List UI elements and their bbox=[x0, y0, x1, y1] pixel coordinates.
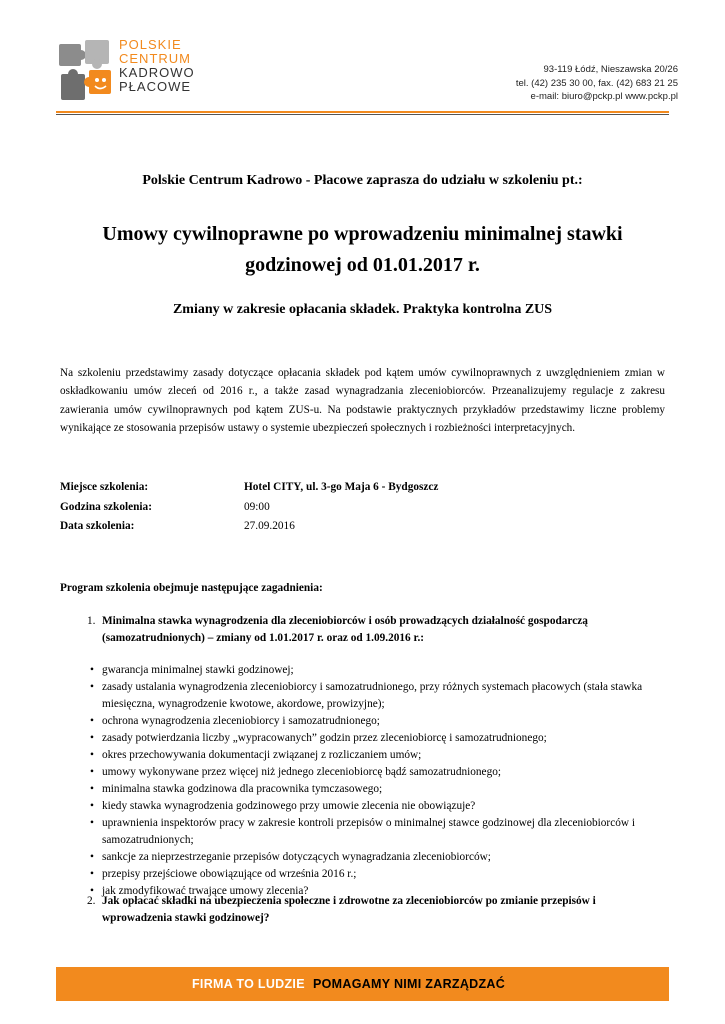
program-item-1-text: Minimalna stawka wynagrodzenia dla zleceniobiorców i osób prowadzących działalność gospodarczą (samozatrudnionych) – zmiany od 1.01.2017 r. oraz od 1.09.2016 r.: bbox=[102, 615, 588, 644]
invitation-text: Polskie Centrum Kadrowo - Płacowe zaprasza do udziału w szkoleniu pt.: bbox=[142, 173, 583, 188]
contact-phones: tel. (42) 235 30 00, fax. (42) 683 21 25 bbox=[515, 77, 678, 89]
list-item: • uprawnienia inspektorów pracy w zakresie kontroli przepisów o minimalnej stawce godzinowej dla zleceniobiorców i samozatrudnionych; bbox=[90, 815, 670, 849]
program-item-2-text: Jak opłacać składki na ubezpieczenia społeczne i zdrowotne za zleceniobiorców po zmianie przepisów i wprowadzenia stawki godzinowej? bbox=[102, 895, 596, 924]
list-item: • gwarancja minimalnej stawki godzinowej; bbox=[90, 662, 670, 679]
contact-address: 93-119 Łódź, Nieszawska 20/26 bbox=[543, 64, 678, 75]
program-item-2-number: 2. bbox=[87, 895, 96, 907]
date-value: 27.09.2016 bbox=[244, 520, 295, 532]
logo-line-1: POLSKIE bbox=[119, 37, 182, 52]
contact-email-web[interactable]: e-mail: biuro@pckp.pl www.pckp.pl bbox=[530, 91, 678, 102]
program-heading: Program szkolenia obejmuje następujące zagadnienia: bbox=[60, 582, 323, 594]
contact-info bbox=[516, 63, 678, 104]
program-item-2 bbox=[87, 893, 667, 927]
company-logo bbox=[55, 38, 205, 110]
time-value: 09:00 bbox=[244, 500, 270, 513]
info-row-time bbox=[60, 498, 665, 518]
training-info bbox=[60, 478, 665, 537]
time-label: Godzina szkolenia: bbox=[60, 500, 152, 513]
footer-slogan-right: POMAGAMY NIMI ZARZĄDZAĆ bbox=[313, 977, 506, 991]
place-label: Miejsce szkolenia: bbox=[60, 481, 149, 493]
logo-line-4: PŁACOWE bbox=[119, 79, 192, 94]
list-item: • ochrona wynagrodzenia zleceniobiorcy i samozatrudnionego; bbox=[90, 713, 670, 730]
list-item: • zasady potwierdzania liczby „wypracowanych” godzin przez zleceniobiorcę i samozatrudnionego; bbox=[90, 730, 670, 747]
info-row-place bbox=[60, 478, 665, 498]
program-item-1 bbox=[87, 613, 667, 647]
list-item: • jak zmodyfikować trwające umowy zlecenia? bbox=[90, 883, 670, 900]
list-item: • minimalna stawka godzinowa dla pracownika tymczasowego; bbox=[90, 781, 670, 798]
logo-line-3: KADROWO bbox=[119, 65, 195, 80]
info-row-date bbox=[60, 517, 665, 537]
list-item: • zasady ustalania wynagrodzenia zleceniobiorcy i samozatrudnionego, przy różnych systemach płacowych (stała stawka miesięczna, wynagrodzenie kwotowe, akordowe, prowizyjne); bbox=[90, 679, 670, 713]
footer-slogan-left: FIRMA TO LUDZIE bbox=[192, 977, 305, 991]
date-label: Data szkolenia: bbox=[60, 520, 135, 532]
logo-line-2: CENTRUM bbox=[119, 51, 191, 66]
header-divider-gray bbox=[56, 114, 669, 115]
program-item-1-number: 1. bbox=[87, 615, 96, 627]
puzzle-logo-icon bbox=[55, 38, 117, 110]
list-item: • sankcje za nieprzestrzeganie przepisów dotyczących wynagradzania zleceniobiorców; bbox=[90, 849, 670, 866]
place-value: Hotel CITY, ul. 3-go Maja 6 - Bydgoszcz bbox=[244, 481, 439, 493]
training-title-line-2: godzinowej od 01.01.2017 r. bbox=[245, 254, 480, 276]
footer-banner bbox=[56, 967, 669, 1001]
training-subtitle: Zmiany w zakresie opłacania składek. Praktyka kontrolna ZUS bbox=[172, 302, 553, 317]
list-item: • kiedy stawka wynagrodzenia godzinowego przy umowie zlecenia nie obowiązuje? bbox=[90, 798, 670, 815]
training-title bbox=[60, 219, 665, 281]
training-description: Na szkoleniu przedstawimy zasady dotyczące opłacania składek pod kątem umów cywilnoprawnych z uwzględnieniem zmian w oskładkowaniu umów zleceń od 2016 r., a także zasad wynagradzania zleceniobiorców. Przeanalizujemy regulacje z zakresu zawierania umów cywilnoprawnych pod kątem ZUS-u. Na podstawie praktycznych przykładów przedstawimy liczne problemy wynikające ze stosowania przepisów ustawy o systemie ubezpieczeń społecznych i rozbieżności interpretacyjnych. bbox=[60, 367, 665, 435]
list-item: • okres przechowywania dokumentacji związanej z rozliczaniem umów; bbox=[90, 747, 670, 764]
list-item: • przepisy przejściowe obowiązujące od września 2016 r.; bbox=[90, 866, 670, 883]
training-title-line-1: Umowy cywilnoprawne po wprowadzeniu minimalnej stawki bbox=[102, 223, 623, 245]
list-item: • umowy wykonywane przez więcej niż jednego zleceniobiorcę bądź samozatrudnionego; bbox=[90, 764, 670, 781]
header-divider-orange bbox=[56, 111, 669, 113]
program-bullet-list bbox=[90, 662, 670, 900]
